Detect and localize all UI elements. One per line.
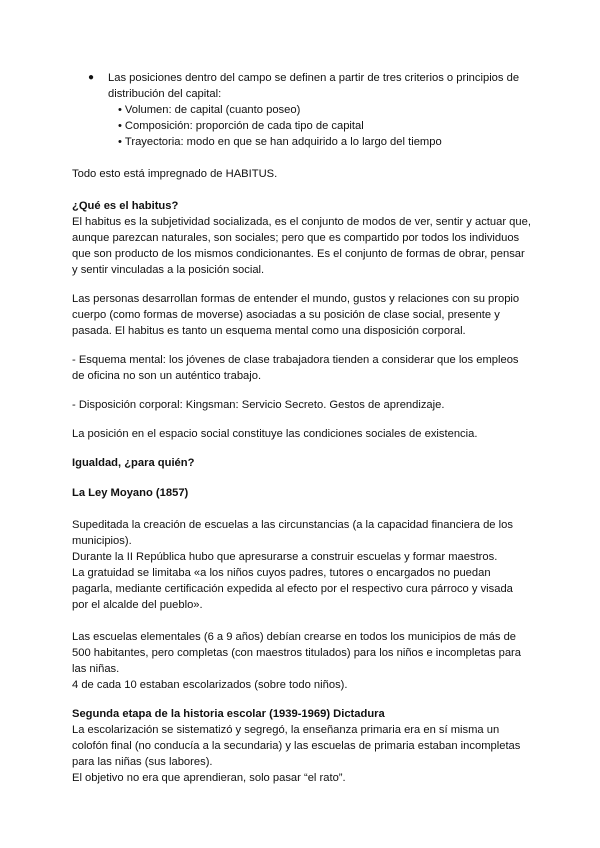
segunda-line-2: El objetivo no era que aprendieran, solo pasar “el rato”.: [72, 772, 346, 784]
habitus-persons-paragraph: Las personas desarrollan formas de entender el mundo, gustos y relaciones con su propio cuerpo (como formas de moverse) asociadas a su posición de clase social, presente y pasada. El habitus es tanto un esquema mental como una disposición corporal.: [72, 293, 520, 337]
esquema-mental-paragraph: - Esquema mental: los jóvenes de clase trabajadora tienden a considerar que los empleos de oficina no son un auténtico trabajo.: [72, 354, 519, 382]
ley-line-3: La gratuidad se limitaba «a los niños cuyos padres, tutores o encargados no puedan pagarla, mediante certificación expedida al efecto por el respectivo cura párroco y visada por el alcalde del pueblo».: [72, 567, 513, 611]
habitus-definition: El habitus es la subjetividad socializada, es el conjunto de modos de ver, sentir y actuar que, aunque parezcan naturales, son sociales; pero que es compartido por todos los individuos que son producto de los mismos condicionantes. Es el conjunto de formas de obrar, pensar y sentir vinculadas a la posición social.: [72, 216, 531, 276]
ley-line-2: Durante la II República hubo que apresurarse a construir escuelas y formar maestros.: [72, 551, 498, 563]
sub-item-composicion: • Composición: proporción de cada tipo de capital: [118, 118, 532, 134]
disposicion-corporal-paragraph: - Disposición corporal: Kingsman: Servicio Secreto. Gestos de aprendizaje.: [72, 399, 445, 411]
escuelas-line-1: Las escuelas elementales (6 a 9 años) debían crearse en todos los municipios de más de 500 habitantes, pero completas (con maestros titulados) para los niños e incompletas para las niñas.: [72, 631, 521, 675]
igualdad-heading: Igualdad, ¿para quién?: [72, 457, 195, 469]
ley-line-1: Supeditada la creación de escuelas a las circunstancias (a la capacidad financiera de los municipios).: [72, 519, 513, 547]
segunda-line-1: La escolarización se sistematizó y segregó, la enseñanza primaria era en sí misma un colofón final (no conducía a la secundaria) y las escuelas de primaria estaban incompletas para las niñas (sus labores).: [72, 724, 521, 768]
sub-list: [108, 102, 532, 150]
habitus-intro: Todo esto está impregnado de HABITUS.: [72, 168, 278, 180]
bullet-dot-icon: ●: [88, 72, 95, 83]
bullet-text: Las posiciones dentro del campo se definen a partir de tres criterios o principios de distribución del capital:: [108, 72, 520, 100]
bullet-item: [72, 70, 532, 150]
sub-item-volumen: • Volumen: de capital (cuanto poseo): [118, 102, 532, 118]
escuelas-line-2: 4 de cada 10 estaban escolarizados (sobre todo niños).: [72, 679, 348, 691]
ley-moyano-heading: La Ley Moyano (1857): [72, 487, 189, 499]
document-page: [72, 70, 532, 786]
habitus-heading: ¿Qué es el habitus?: [72, 200, 179, 212]
segunda-etapa-heading: Segunda etapa de la historia escolar (1939-1969) Dictadura: [72, 708, 385, 720]
posicion-social-paragraph: La posición en el espacio social constituye las condiciones sociales de existencia.: [72, 428, 478, 440]
sub-item-trayectoria: • Trayectoria: modo en que se han adquirido a lo largo del tiempo: [118, 134, 532, 150]
